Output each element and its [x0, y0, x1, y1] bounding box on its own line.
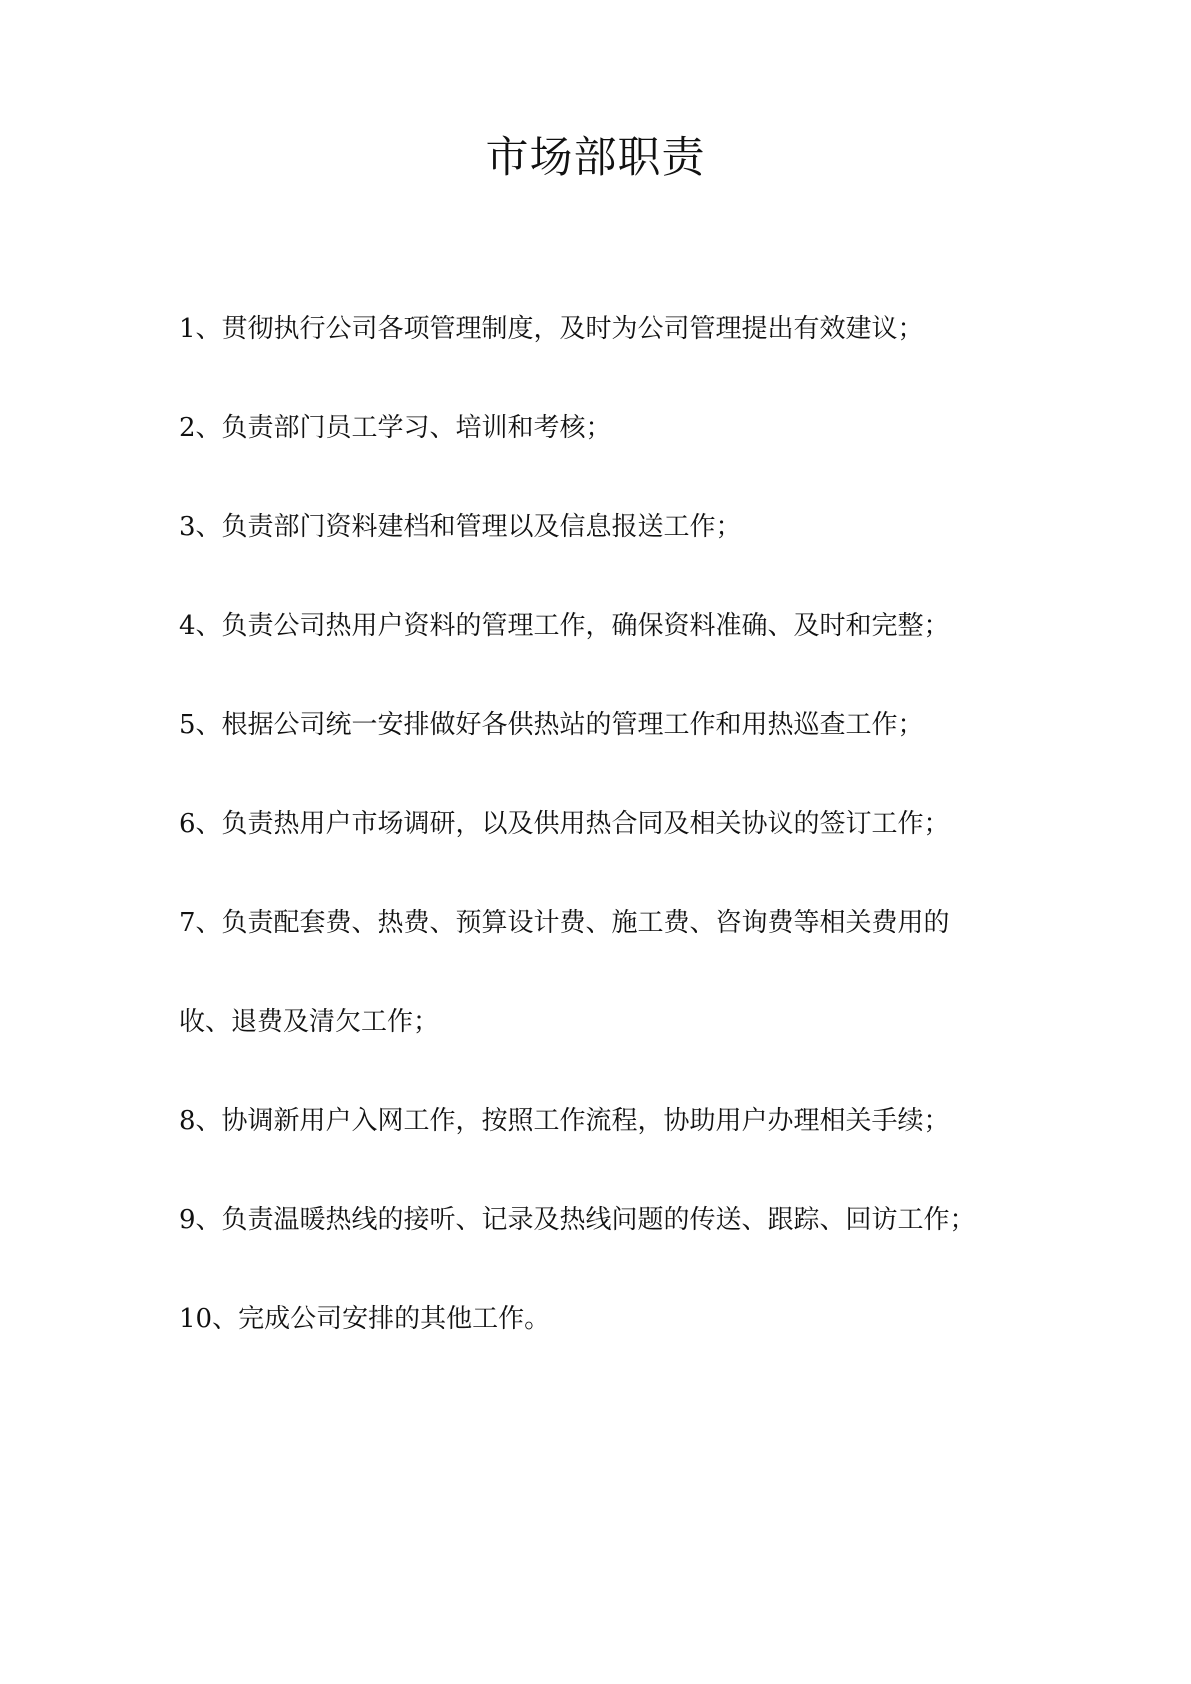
- responsibility-item-6: 6、负责热用户市场调研，以及供用热合同及相关协议的签订工作；: [179, 809, 950, 839]
- responsibility-item-9: 9、负责温暖热线的接听、记录及热线问题的传送、跟踪、回访工作；: [179, 1205, 976, 1235]
- responsibility-item-4: 4、负责公司热用户资料的管理工作，确保资料准确、及时和完整；: [179, 611, 950, 641]
- responsibility-item-3: 3、负责部门资料建档和管理以及信息报送工作；: [179, 512, 742, 542]
- responsibility-item-8: 8、协调新用户入网工作，按照工作流程，协助用户办理相关手续；: [179, 1106, 950, 1136]
- responsibility-item-10: 10、完成公司安排的其他工作。: [179, 1304, 551, 1334]
- responsibility-item-7-continued: 收、退费及清欠工作；: [179, 1007, 440, 1037]
- document-title: 市场部职责: [485, 133, 706, 183]
- responsibility-list: [179, 312, 1029, 1401]
- responsibility-item-5: 5、根据公司统一安排做好各供热站的管理工作和用热巡查工作；: [179, 710, 924, 740]
- responsibility-item-2: 2、负责部门员工学习、培训和考核；: [179, 413, 612, 443]
- responsibility-item-7: 7、负责配套费、热费、预算设计费、施工费、咨询费等相关费用的: [179, 908, 950, 938]
- responsibility-item-1: 1、贯彻执行公司各项管理制度，及时为公司管理提出有效建议；: [179, 314, 924, 344]
